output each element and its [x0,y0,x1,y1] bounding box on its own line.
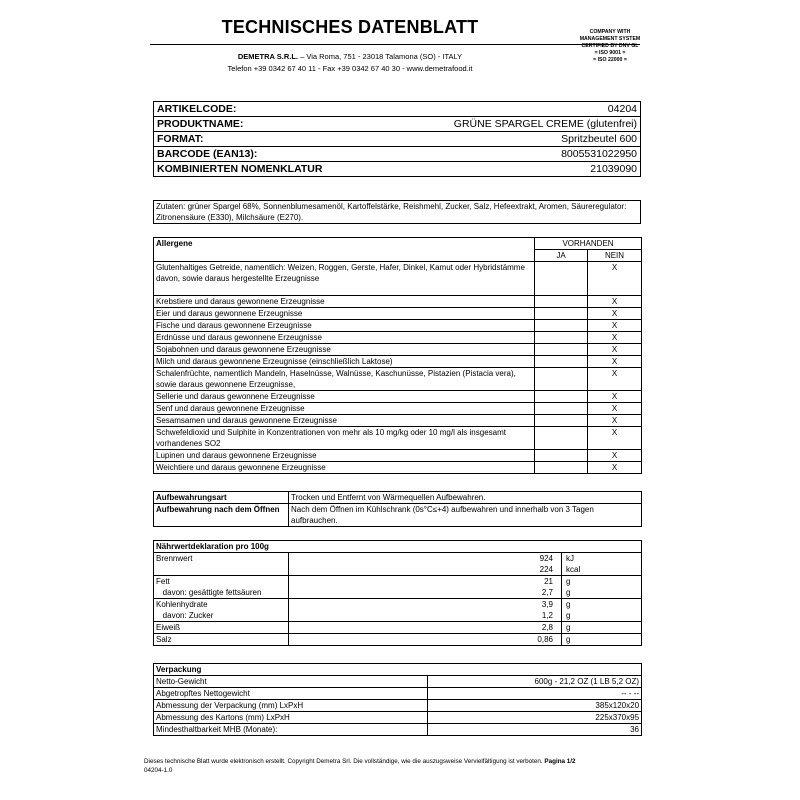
nutrient-unit: kJ [562,553,642,565]
allergen-row [154,391,642,403]
allergen-yes [535,262,588,296]
allergen-yes [535,356,588,368]
packaging-label: Abmessung der Verpackung (mm) LxPxH [154,700,428,712]
allergen-row [154,332,642,344]
product-value: Spritzbeutel 600 [385,132,640,147]
cert-line: COMPANY WITH [589,29,631,35]
yes-header: JA [535,250,588,262]
packaging-table [153,663,642,736]
product-row [154,117,641,132]
allergen-no: X [588,332,642,344]
company-contact: Telefon +39 0342 67 40 11 - Fax +39 0342 67 40 30 - www.demetrafood.it [227,64,473,73]
allergen-yes [535,450,588,462]
nutrition-row [154,576,642,588]
footer [144,757,664,775]
document-code: 04204-1.0 [144,767,173,774]
allergen-name: Milch und daraus gewonnene Erzeugnisse (einschließlich Laktose) [154,356,535,368]
allergen-no: X [588,344,642,356]
allergen-yes [535,344,588,356]
ingredients-text: Zutaten: grüner Spargel 68%, Sonnenblumesamenöl, Kartoffelstärke, Reishmehl, Zucker, Salz, Hefeextrakt, Aromen, Säureregulator: Zitronensäure (E330), Milchsäure (E270). [154,201,641,224]
nutrition-table [153,540,642,646]
storage-value: Nach dem Öffnen im Kühlschrank (0s°C≤+4) aufbewahren und innerhalb von 3 Tagen aufbrauchen. [289,504,642,527]
allergen-name: Glutenhaltiges Getreide, namentlich: Weizen, Roggen, Gerste, Hafer, Dinkel, Kamut oder Hybridstämme davon, sowie daraus hergestellte Erzeugnisse [154,262,535,296]
packaging-row [154,676,642,688]
no-header: NEIN [588,250,642,262]
present-header: VORHANDEN [535,238,642,250]
certification-badge [560,29,660,64]
nutrient-unit: g [562,634,642,646]
allergen-name: Krebstiere und daraus gewonnene Erzeugnisse [154,296,535,308]
nutrition-row [154,599,642,611]
allergen-row [154,462,642,474]
allergen-row [154,296,642,308]
allergen-name: Weichtiere und daraus gewonnene Erzeugnisse [154,462,535,474]
nutrient-label: Brennwert [154,553,289,576]
allergen-no: X [588,427,642,450]
allergen-name: Schalenfrüchte, namentlich Mandeln, Haselnüsse, Walnüsse, Kaschunüsse, Pistazien (Pistacia vera), sowie daraus gewonnene Erzeugnisse, [154,368,535,391]
packaging-label: Netto-Gewicht [154,676,428,688]
storage-value: Trocken und Entfernt von Wärmequellen Aufbewahren. [289,492,642,504]
storage-label: Aufbewahrung nach dem Öffnen [154,504,289,527]
nutrient-unit: g [562,587,642,599]
allergen-name: Sellerie und daraus gewonnene Erzeugnisse [154,391,535,403]
allergens-title: Allergene [154,238,535,262]
product-label: PRODUKTNAME: [154,117,386,132]
allergen-name: Erdnüsse und daraus gewonnene Erzeugnisse [154,332,535,344]
allergen-yes [535,320,588,332]
storage-row [154,504,642,527]
allergen-yes [535,296,588,308]
product-label: BARCODE (EAN13): [154,147,386,162]
allergen-yes [535,462,588,474]
allergen-no: X [588,262,642,296]
packaging-value: 385x120x20 [428,700,642,712]
storage-row [154,492,642,504]
packaging-row [154,688,642,700]
allergen-no: X [588,450,642,462]
nutrient-value: 3,9 [289,599,562,611]
packaging-value: 600g - 21,2 OZ (1 LB 5,2 OZ) [428,676,642,688]
allergen-name: Schwefeldioxid und Sulphite in Konzentrationen von mehr als 10 mg/kg oder 10 mg/l als insgesamt vorhandenes SO2 [154,427,535,450]
nutrient-unit: g [562,599,642,611]
packaging-row [154,712,642,724]
allergen-yes [535,403,588,415]
nutrient-label: Fett [154,576,289,588]
nutrition-row [154,553,642,565]
packaging-row [154,700,642,712]
nutrient-value: 21 [289,576,562,588]
nutrient-value: 924 [289,553,562,565]
nutrient-label: Salz [154,634,289,646]
nutrition-row [154,634,642,646]
nutrient-label: Eiweiß [154,622,289,634]
allergen-row [154,427,642,450]
nutrient-value: 224 [289,564,562,576]
storage-label: Aufbewahrungsart [154,492,289,504]
allergen-yes [535,427,588,450]
product-row [154,162,641,177]
allergen-row [154,262,642,296]
allergen-row [154,308,642,320]
nutrient-label: davon: Zucker [154,610,289,622]
allergen-yes [535,415,588,427]
ingredients-table [153,200,641,224]
packaging-value: -- - -- [428,688,642,700]
product-value: 8005531022950 [385,147,640,162]
company-address: – Via Roma, 751 - 23018 Talamona (SO) - ITALY [298,52,463,61]
allergen-row [154,320,642,332]
nutrient-unit: g [562,576,642,588]
page-title: TECHNISCHES DATENBLATT [221,17,479,37]
allergen-row [154,344,642,356]
allergen-name: Sesamsamen und daraus gewonnene Erzeugnisse [154,415,535,427]
product-value: 04204 [385,102,640,117]
product-value: 21039090 [385,162,640,177]
nutrient-unit: kcal [562,564,642,576]
allergen-row [154,368,642,391]
allergen-name: Lupinen und daraus gewonnene Erzeugnisse [154,450,535,462]
allergen-yes [535,332,588,344]
product-row [154,102,641,117]
packaging-title: Verpackung [154,664,642,676]
nutrient-unit: g [562,610,642,622]
allergen-no: X [588,320,642,332]
product-label: KOMBINIERTEN NOMENKLATUR [154,162,386,177]
allergen-no: X [588,296,642,308]
cert-line: = ISO 22000 = [593,57,627,63]
cert-line: MANAGEMENT SYSTEM [579,36,641,42]
product-value: GRÜNE SPARGEL CREME (glutenfrei) [385,117,640,132]
product-label: ARTIKELCODE: [154,102,386,117]
cert-line: = ISO 9001 = [594,50,626,56]
company-name: DEMETRA S.R.L. [237,52,298,61]
allergen-name: Eier und daraus gewonnene Erzeugnisse [154,308,535,320]
packaging-value: 225x370x95 [428,712,642,724]
nutrient-value: 2,8 [289,622,562,634]
allergen-row [154,415,642,427]
product-row [154,147,641,162]
nutrient-value: 2,7 [289,587,562,599]
allergen-name: Senf und daraus gewonnene Erzeugnisse [154,403,535,415]
packaging-value: 36 [428,724,642,736]
nutrition-row [154,622,642,634]
packaging-label: Abgetropftes Nettogewicht [154,688,428,700]
product-label: FORMAT: [154,132,386,147]
packaging-row [154,724,642,736]
company-address-block [180,51,520,75]
allergen-row [154,450,642,462]
cert-line: CERTIFIED BY DNV GL [581,43,639,49]
footer-text: Dieses technische Blatt wurde elektronisch erstellt. Copyright Demetra Srl. Die vollständige, wie die auszugsweise Vervielfältigung ist verboten. [144,758,545,765]
nutrition-title: Nährwertdeklaration pro 100g [154,541,642,553]
product-row [154,132,641,147]
allergen-no: X [588,462,642,474]
allergen-yes [535,391,588,403]
nutrition-row [154,610,642,622]
allergen-row [154,403,642,415]
allergen-no: X [588,308,642,320]
storage-table [153,491,642,527]
allergen-no: X [588,356,642,368]
product-info-table [153,101,641,177]
nutrient-value: 0,86 [289,634,562,646]
allergens-table [153,237,642,474]
allergen-row [154,356,642,368]
packaging-label: Mindesthaltbarkeit MHB (Monate): [154,724,428,736]
allergen-no: X [588,415,642,427]
nutrient-label: Kohlenhydrate [154,599,289,611]
page-number: Pagina 1/2 [544,758,576,765]
nutrient-unit: g [562,622,642,634]
packaging-label: Abmessung des Kartons (mm) LxPxH [154,712,428,724]
allergen-name: Sojabohnen und daraus gewonnene Erzeugnisse [154,344,535,356]
allergen-no: X [588,391,642,403]
nutrient-value: 1,2 [289,610,562,622]
allergen-no: X [588,368,642,391]
nutrition-row [154,587,642,599]
allergen-name: Fische und daraus gewonnene Erzeugnisse [154,320,535,332]
nutrient-label: davon: gesättigte fettsäuren [154,587,289,599]
allergen-yes [535,368,588,391]
allergen-no: X [588,403,642,415]
allergen-yes [535,308,588,320]
